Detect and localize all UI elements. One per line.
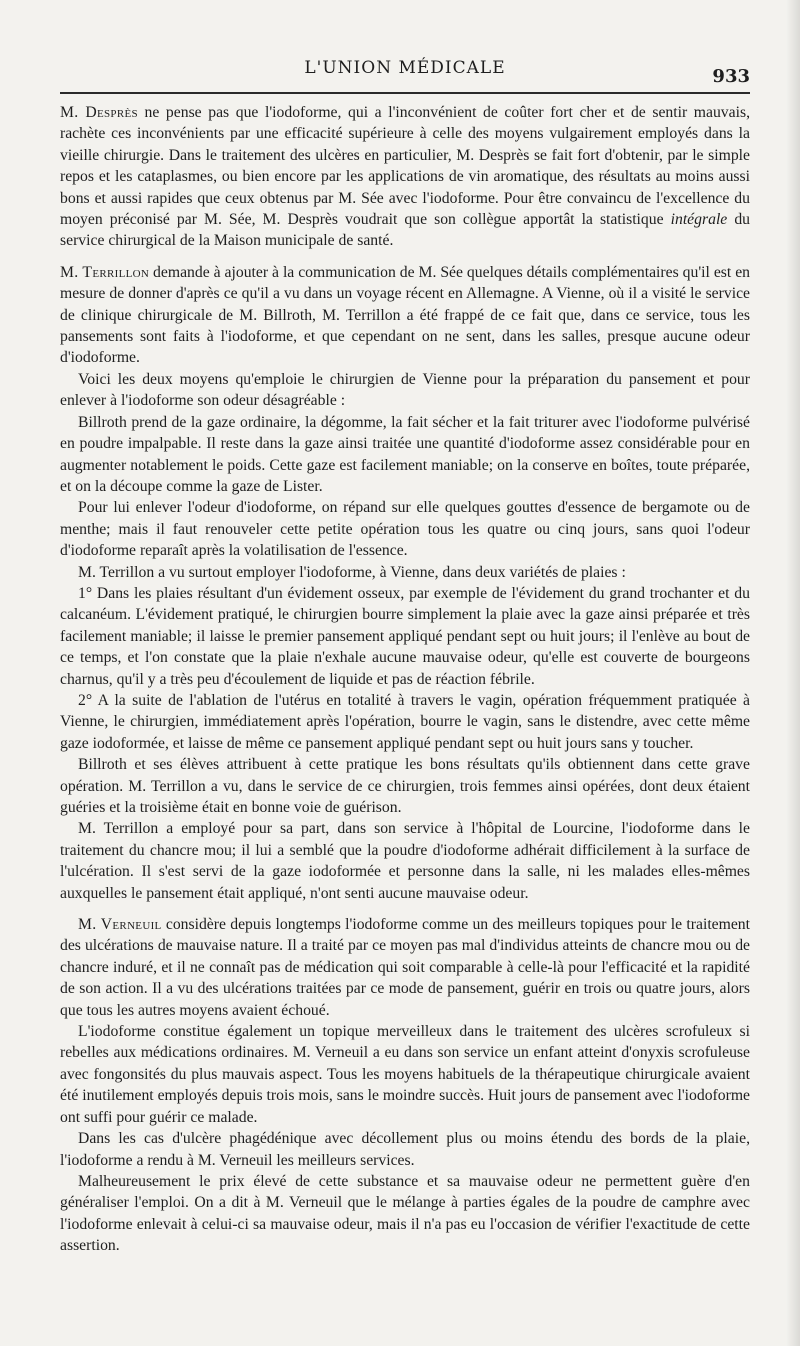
speaker-name: M. Desprès (60, 104, 138, 121)
paragraph: Dans les cas d'ulcère phagédénique avec décollement plus ou moins étendu des bords de la plaie, l'iodoforme a rendu à M. Verneuil les meilleurs services. (60, 1130, 750, 1169)
page-number: 933 (712, 66, 750, 87)
article-body (60, 102, 750, 1257)
paragraph: M. Terrillon a employé pour sa part, dans son service à l'hôpital de Lourcine, l'iodoforme dans le traitement du chancre mou; il lui a semblé que la poudre d'iodoforme adhérait difficilement à la surface de l'ulcération. Il s'est servi de la gaze iodoformée et personne dans la salle, ni les malades elles-mêmes auxquelles le pansement était appliqué, n'ont senti aucune mauvaise odeur. (60, 820, 750, 902)
paragraph-terrillon-intro (60, 262, 750, 369)
paragraph: Billroth et ses élèves attribuent à cette pratique les bons résultats qu'ils obtiennent dans cette grave opération. M. Terrillon a vu, dans le service de ce chirurgien, trois femmes ainsi opérées, dont deux étaient guéries et la troisième était en bonne voie de guérison. (60, 756, 750, 816)
paragraph-text-tail: du service chirurgical de la Maison municipale de santé. (60, 211, 751, 250)
paragraph-despres (60, 102, 750, 252)
italic-word: intégrale (670, 211, 728, 229)
paragraph: Malheureusement le prix élevé de cette substance et sa mauvaise odeur ne permettent guère d'en généraliser l'emploi. On a dit à M. Verneuil que le mélange à parties égales de la poudre de camphre avec l'iodoforme enlevait à celui-ci sa mauvaise odeur, mais il n'a pas eu l'occasion de vérifier l'exactitude de cette assertion. (60, 1172, 750, 1255)
speaker-name: M. Verneuil (78, 916, 162, 934)
paragraph-text: considère depuis longtemps l'iodoforme comme un des meilleurs topiques pour le traitement des ulcérations de mauvaise nature. Il a traité par ce moyen pas mal d'individus atteints de chancre mou ou de chancre induré, et il ne connaît pas de médication qui soit comparable à celle-là pour l'efficacité et la rapidité de son action. Il a vu des ulcérations traitées par ce mode de pansement, guérir en trois ou quatre jours, alors que tous les autres moyens avaient échoué. (60, 916, 751, 1019)
paragraph: Voici les deux moyens qu'emploie le chirurgien de Vienne pour la préparation du pansement et pour enlever à l'iodoforme son odeur désagréable : (60, 370, 750, 410)
header-rule (60, 92, 750, 94)
page-edge-shadow (786, 0, 800, 1346)
paragraph: Pour lui enlever l'odeur d'iodoforme, on répand sur elle quelques gouttes d'essence de bergamote ou de menthe; mais il faut renouveler cette petite opération tous les quatre ou cinq jours, sans quoi l'odeur d'iodoforme reparaît après la volatilisation de l'essence. (60, 499, 750, 560)
running-head: L'UNION MÉDICALE (304, 58, 506, 78)
paragraph: Billroth prend de la gaze ordinaire, la dégomme, la fait sécher et la fait triturer avec l'iodoforme pulvérisé en poudre impalpable. Il reste dans la gaze ainsi traitée une quantité d'iodoforme assez considérable pour en augmenter notablement le poids. Cette gaze est facilement maniable; on la conserve en boîtes, toute préparée, et on la découpe comme la gaze de Lister. (60, 413, 750, 495)
paragraph: 2° A la suite de l'ablation de l'utérus en totalité à travers le vagin, opération fréquemment pratiquée à Vienne, le chirurgien, immédiatement après l'opération, bourre le vagin, sans le distendre, avec cette même gaze iodoformée, et laisse de même ce pansement appliqué pendant sept ou huit jours sans y toucher. (60, 691, 750, 752)
paragraph: 1° Dans les plaies résultant d'un évidement osseux, par exemple de l'évidement du grand trochanter et du calcanéum. L'évidement pratiqué, le chirurgien bourre simplement la plaie avec la gaze ainsi préparée et très facilement maniable; il laisse le premier pansement appliqué pendant sept ou huit jours; il l'enlève au bout de ce temps, et l'on constate que la plaie n'exhale aucune mauvaise odeur, qu'elle est couverte de bourgeons charnus, qu'il y a très peu d'écoulement de liquide et pas de réaction fébrile. (60, 584, 750, 688)
paragraph-verneuil-intro (60, 914, 750, 1021)
paragraph-text: demande à ajouter à la communication de M. Sée quelques détails complémentaires qu'il est en mesure de donner d'après ce qu'il a vu dans un voyage récent en Allemagne. A Vienne, où il a visité le service de clinique chirurgicale de M. Billroth, M. Terrillon a été frappé de ce fait que, dans ce service, tous les pansements sont faits à l'iodoforme, et que cependant on ne sent, dans les salles, presque aucune odeur d'iodoforme. (60, 263, 751, 367)
paragraph: M. Terrillon a vu surtout employer l'iodoforme, à Vienne, dans deux variétés de plaies : (78, 563, 626, 581)
paragraph: L'iodoforme constitue également un topique merveilleux dans le traitement des ulcères scrofuleux si rebelles aux médications ordinaires. M. Verneuil a eu dans son service un enfant atteint d'onyxis scrofuleuse avec fongonsités du plus mauvais aspect. Tous les moyens habituels de la thérapeutique chirurgicale avaient été inutilement employés depuis trois mois, sans le moindre succès. Huit jours de pansement avec l'iodoforme ont suffi pour guérir ce malade. (60, 1023, 750, 1126)
speaker-name: M. Terrillon (60, 263, 150, 281)
paragraph-text: ne pense pas que l'iodoforme, qui a l'inconvénient de coûter fort cher et de sentir mauvais, rachète ces inconvénients par une efficacité supérieure à celle des moyens vulgairement employés dans la vieille chirurgie. Dans le traitement des ulcères en particulier, M. Desprès se fait fort d'obtenir, par le simple repos et les cataplasmes, ou bien encore par les applications de vin aromatique, des résultats au moins aussi bons et aussi rapides que ceux obtenus par M. Sée avec l'iodoforme. Pour être convaincu de l'excellence du moyen préconisé par M. Sée, M. Desprès voudrait que son collègue apportât la statistique (60, 104, 750, 229)
page-header (60, 58, 750, 92)
